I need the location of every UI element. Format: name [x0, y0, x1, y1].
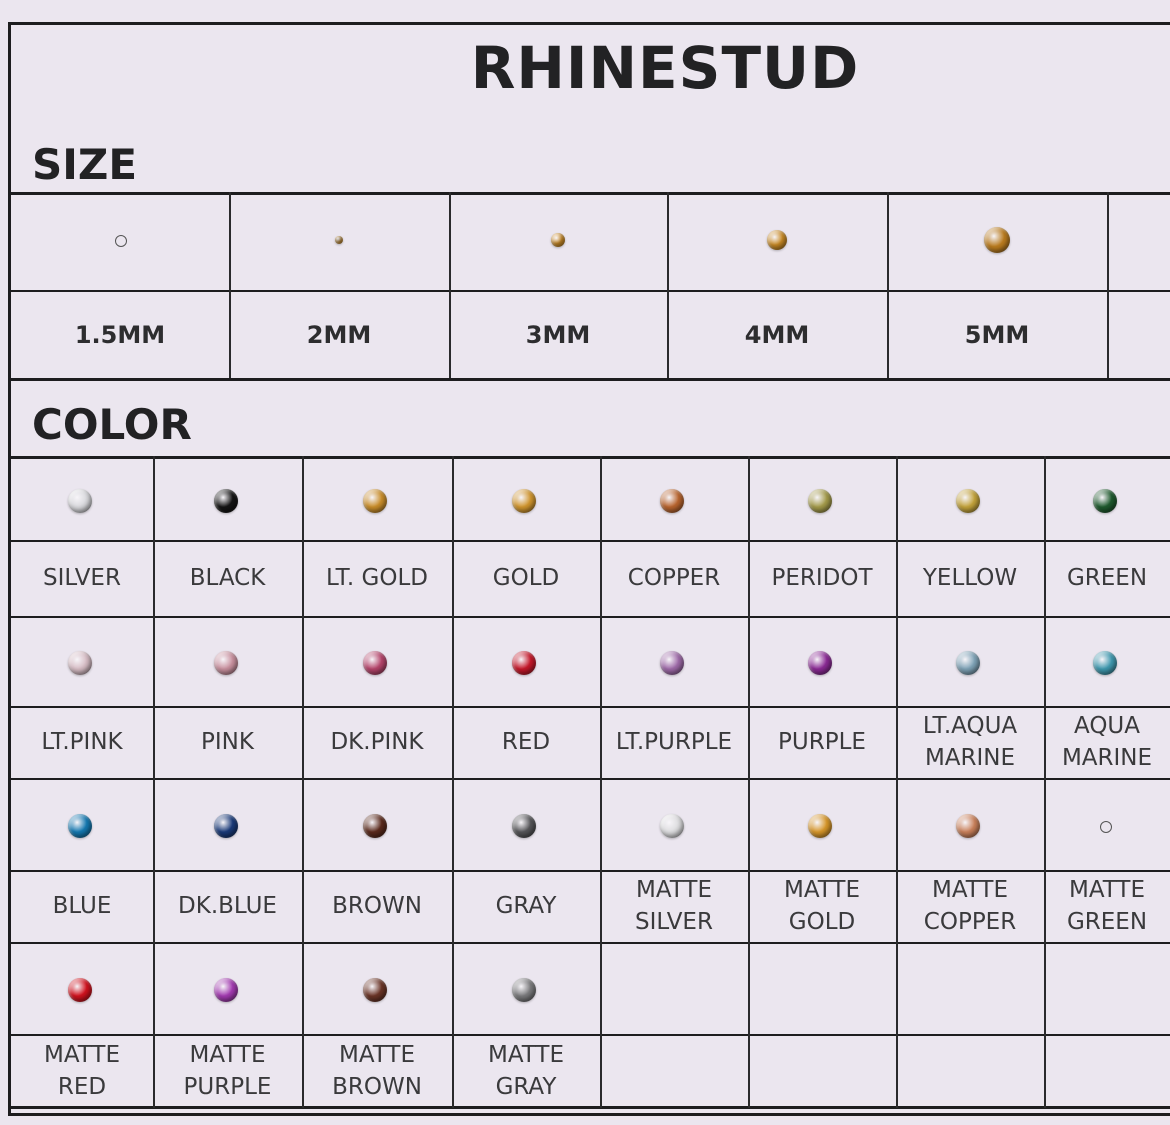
color-label: MATTE SILVER	[635, 877, 713, 935]
color-label: LT.AQUA MARINE	[922, 713, 1018, 771]
rhinestone-swatch	[512, 489, 536, 513]
color-label: BLACK	[189, 565, 266, 591]
rhinestone-swatch	[808, 814, 832, 838]
size-label	[1107, 300, 1170, 370]
rhinestone-swatch	[1093, 489, 1117, 513]
grid-line	[302, 456, 304, 1108]
rhinestone-swatch	[214, 651, 238, 675]
size-heading: SIZE	[32, 140, 138, 189]
rhinestone-swatch	[660, 651, 684, 675]
color-label	[752, 1036, 892, 1106]
rhinestone-swatch	[512, 978, 536, 1002]
color-label: LT.PINK	[41, 729, 123, 755]
grid-line	[8, 192, 1170, 195]
rhinestone-swatch	[956, 651, 980, 675]
rhinestone-swatch	[363, 489, 387, 513]
size-label: 5MM	[964, 321, 1030, 349]
color-label: MATTE GRAY	[487, 1042, 565, 1100]
color-label: PERIDOT	[771, 565, 873, 591]
color-label: GREEN	[1066, 565, 1148, 591]
rhinestone-swatch	[808, 489, 832, 513]
size-label: 4MM	[744, 321, 810, 349]
rhinestone-swatch	[214, 978, 238, 1002]
rhinestone-swatch	[68, 978, 92, 1002]
rhinestone-swatch	[660, 489, 684, 513]
color-label: MATTE GREEN	[1066, 877, 1148, 935]
rhinestone-swatch	[68, 489, 92, 513]
color-label: LT. GOLD	[325, 565, 429, 591]
color-label: BLUE	[52, 893, 112, 919]
grid-line	[8, 942, 1170, 944]
color-label: YELLOW	[922, 565, 1018, 591]
grid-line	[600, 456, 602, 1108]
size-label: 3MM	[525, 321, 591, 349]
color-label: DK.BLUE	[178, 893, 277, 919]
grid-line	[896, 456, 898, 1108]
grid-line	[153, 456, 155, 1108]
color-heading: COLOR	[32, 400, 192, 449]
grid-line	[1044, 456, 1046, 1108]
rhinestone-swatch	[115, 235, 127, 247]
rhinestone-swatch	[214, 814, 238, 838]
grid-line	[8, 616, 1170, 618]
grid-line	[8, 1106, 1170, 1109]
rhinestone-swatch	[984, 227, 1010, 253]
grid-line	[8, 290, 1170, 292]
rhinestone-swatch	[956, 489, 980, 513]
rhinestone-swatch	[335, 236, 343, 244]
rhinestone-swatch	[956, 814, 980, 838]
color-label	[900, 1036, 1040, 1106]
rhinestone-swatch	[214, 489, 238, 513]
grid-line	[452, 456, 454, 1108]
rhinestone-swatch	[363, 978, 387, 1002]
color-label	[604, 1036, 744, 1106]
grid-line	[8, 378, 1170, 381]
rhinestone-swatch	[1093, 651, 1117, 675]
color-label: LT.PURPLE	[615, 729, 733, 755]
grid-line	[8, 778, 1170, 780]
rhinestone-swatch	[68, 651, 92, 675]
rhinestone-swatch	[1100, 821, 1112, 833]
color-label: SILVER	[43, 565, 121, 591]
rhinestone-swatch	[512, 651, 536, 675]
color-label	[1048, 1036, 1166, 1106]
rhinestone-swatch	[551, 233, 565, 247]
color-label: MATTE BROWN	[332, 1042, 422, 1100]
rhinestone-swatch	[68, 814, 92, 838]
color-label: MATTE COPPER	[923, 877, 1017, 935]
size-label: 2MM	[306, 321, 372, 349]
rhinestone-swatch	[767, 230, 787, 250]
color-label: GOLD	[492, 565, 560, 591]
rhinestone-swatch	[512, 814, 536, 838]
rhinestone-swatch	[363, 651, 387, 675]
color-label: AQUA MARINE	[1061, 713, 1153, 771]
color-label: BROWN	[332, 893, 422, 919]
grid-line	[8, 456, 1170, 459]
color-label: COPPER	[627, 565, 721, 591]
color-label: MATTE RED	[43, 1042, 121, 1100]
rhinestone-swatch	[660, 814, 684, 838]
grid-line	[748, 456, 750, 1108]
color-label: GRAY	[495, 893, 557, 919]
color-label: MATTE PURPLE	[183, 1042, 272, 1100]
color-label: PINK	[201, 729, 254, 755]
size-label: 1.5MM	[74, 321, 166, 349]
color-label: RED	[501, 729, 551, 755]
color-label: MATTE GOLD	[783, 877, 861, 935]
color-label: DK.PINK	[330, 729, 424, 755]
rhinestone-swatch	[808, 651, 832, 675]
color-label: PURPLE	[778, 729, 866, 755]
rhinestone-swatch	[363, 814, 387, 838]
page-title: RHINESTUD	[470, 34, 860, 102]
